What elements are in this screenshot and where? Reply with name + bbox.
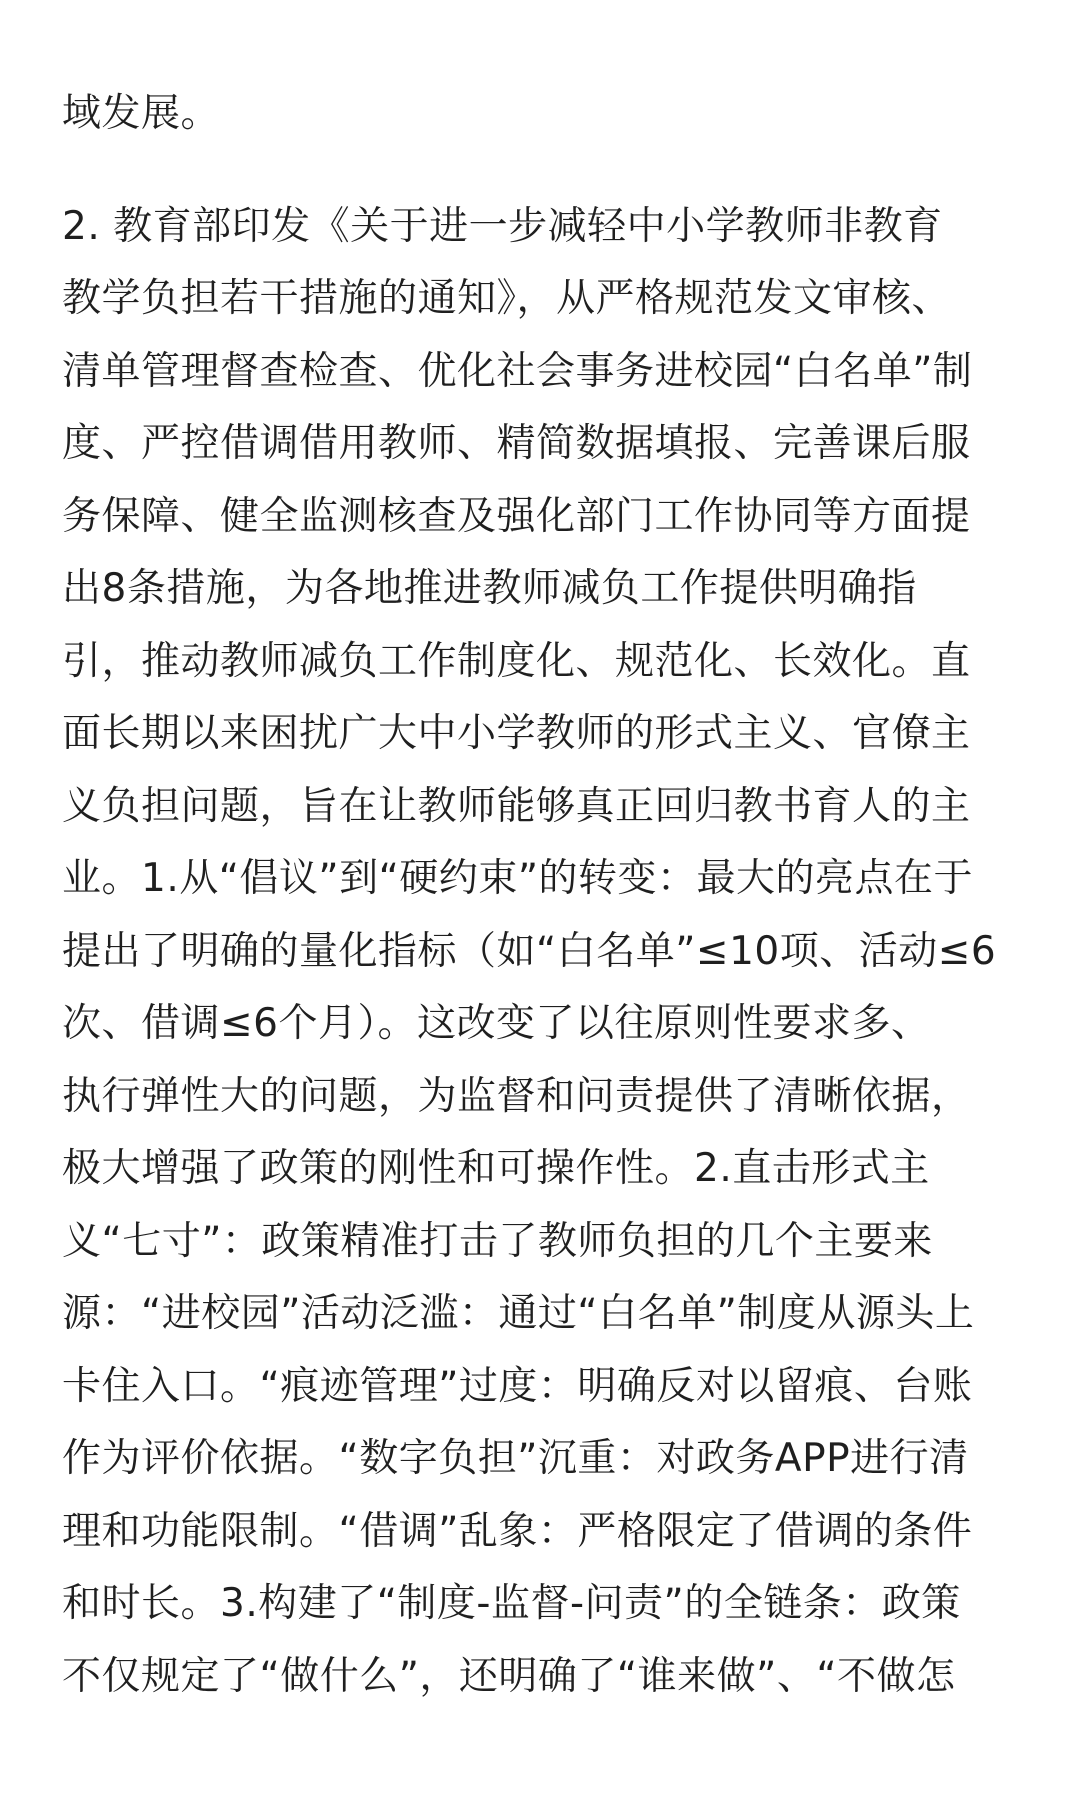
paragraph-1 [62,78,1022,151]
text-line: 面长期以来困扰广大中小学教师的形式主义、官僚主 [62,711,971,756]
text-line: 清单管理督查检查、优化社会事务进校园“白名单”制 [62,348,973,394]
text-line: 和时长。3.构建了“制度-监督-问责”的全链条：政策 [62,1581,961,1626]
text-line: 务保障、健全监测核查及强化部门工作协同等方面提 [62,493,971,539]
text-line: 卡住入口。“痕迹管理”过度：明确反对以留痕、台账 [62,1363,973,1409]
text-line: 教学负担若干措施的通知》，从严格规范发文审核、 [62,276,952,321]
text-line: 出8条措施，为各地推进教师减负工作提供明确指 [62,566,917,611]
text-line: 域发展。 [62,91,221,136]
text-line: 理和功能限制。“借调”乱象：严格限定了借调的条件 [62,1508,973,1554]
paragraph-gap [62,151,1022,191]
text-line: 不仅规定了“做什么”，还明确了“谁来做”、“不做怎 [62,1653,956,1699]
text-line: 义负担问题，旨在让教师能够真正回归教书育人的主 [62,783,971,829]
text-line: 极大增强了政策的刚性和可操作性。2.直击形式主 [62,1146,930,1191]
text-line: 执行弹性大的问题，为监督和问责提供了清晰依据， [62,1073,971,1119]
text-line: 作为评价依据。“数字负担”沉重：对政务APP进行清 [62,1436,969,1481]
article-body [62,78,1022,1713]
paragraph-2 [62,191,1022,1714]
text-line: 度、严控借调借用教师、精简数据填报、完善课后服 [62,421,971,466]
text-line: 提出了明确的量化指标（如“白名单”≤10项、活动≤6 [62,928,997,974]
text-line: 引，推动教师减负工作制度化、规范化、长效化。直 [62,638,971,684]
text-line: 业。1.从“倡议”到“硬约束”的转变：最大的亮点在于 [62,856,974,901]
text-line: 次、借调≤6个月）。这改变了以往原则性要求多、 [62,1001,931,1046]
text-line: 义“七寸”：政策精准打击了教师负担的几个主要来 [62,1218,933,1264]
text-line: 源：“进校园”活动泛滥：通过“白名单”制度从源头上 [62,1291,975,1336]
text-line: 2. 教育部印发《关于进一步减轻中小学教师非教育 [62,203,943,249]
